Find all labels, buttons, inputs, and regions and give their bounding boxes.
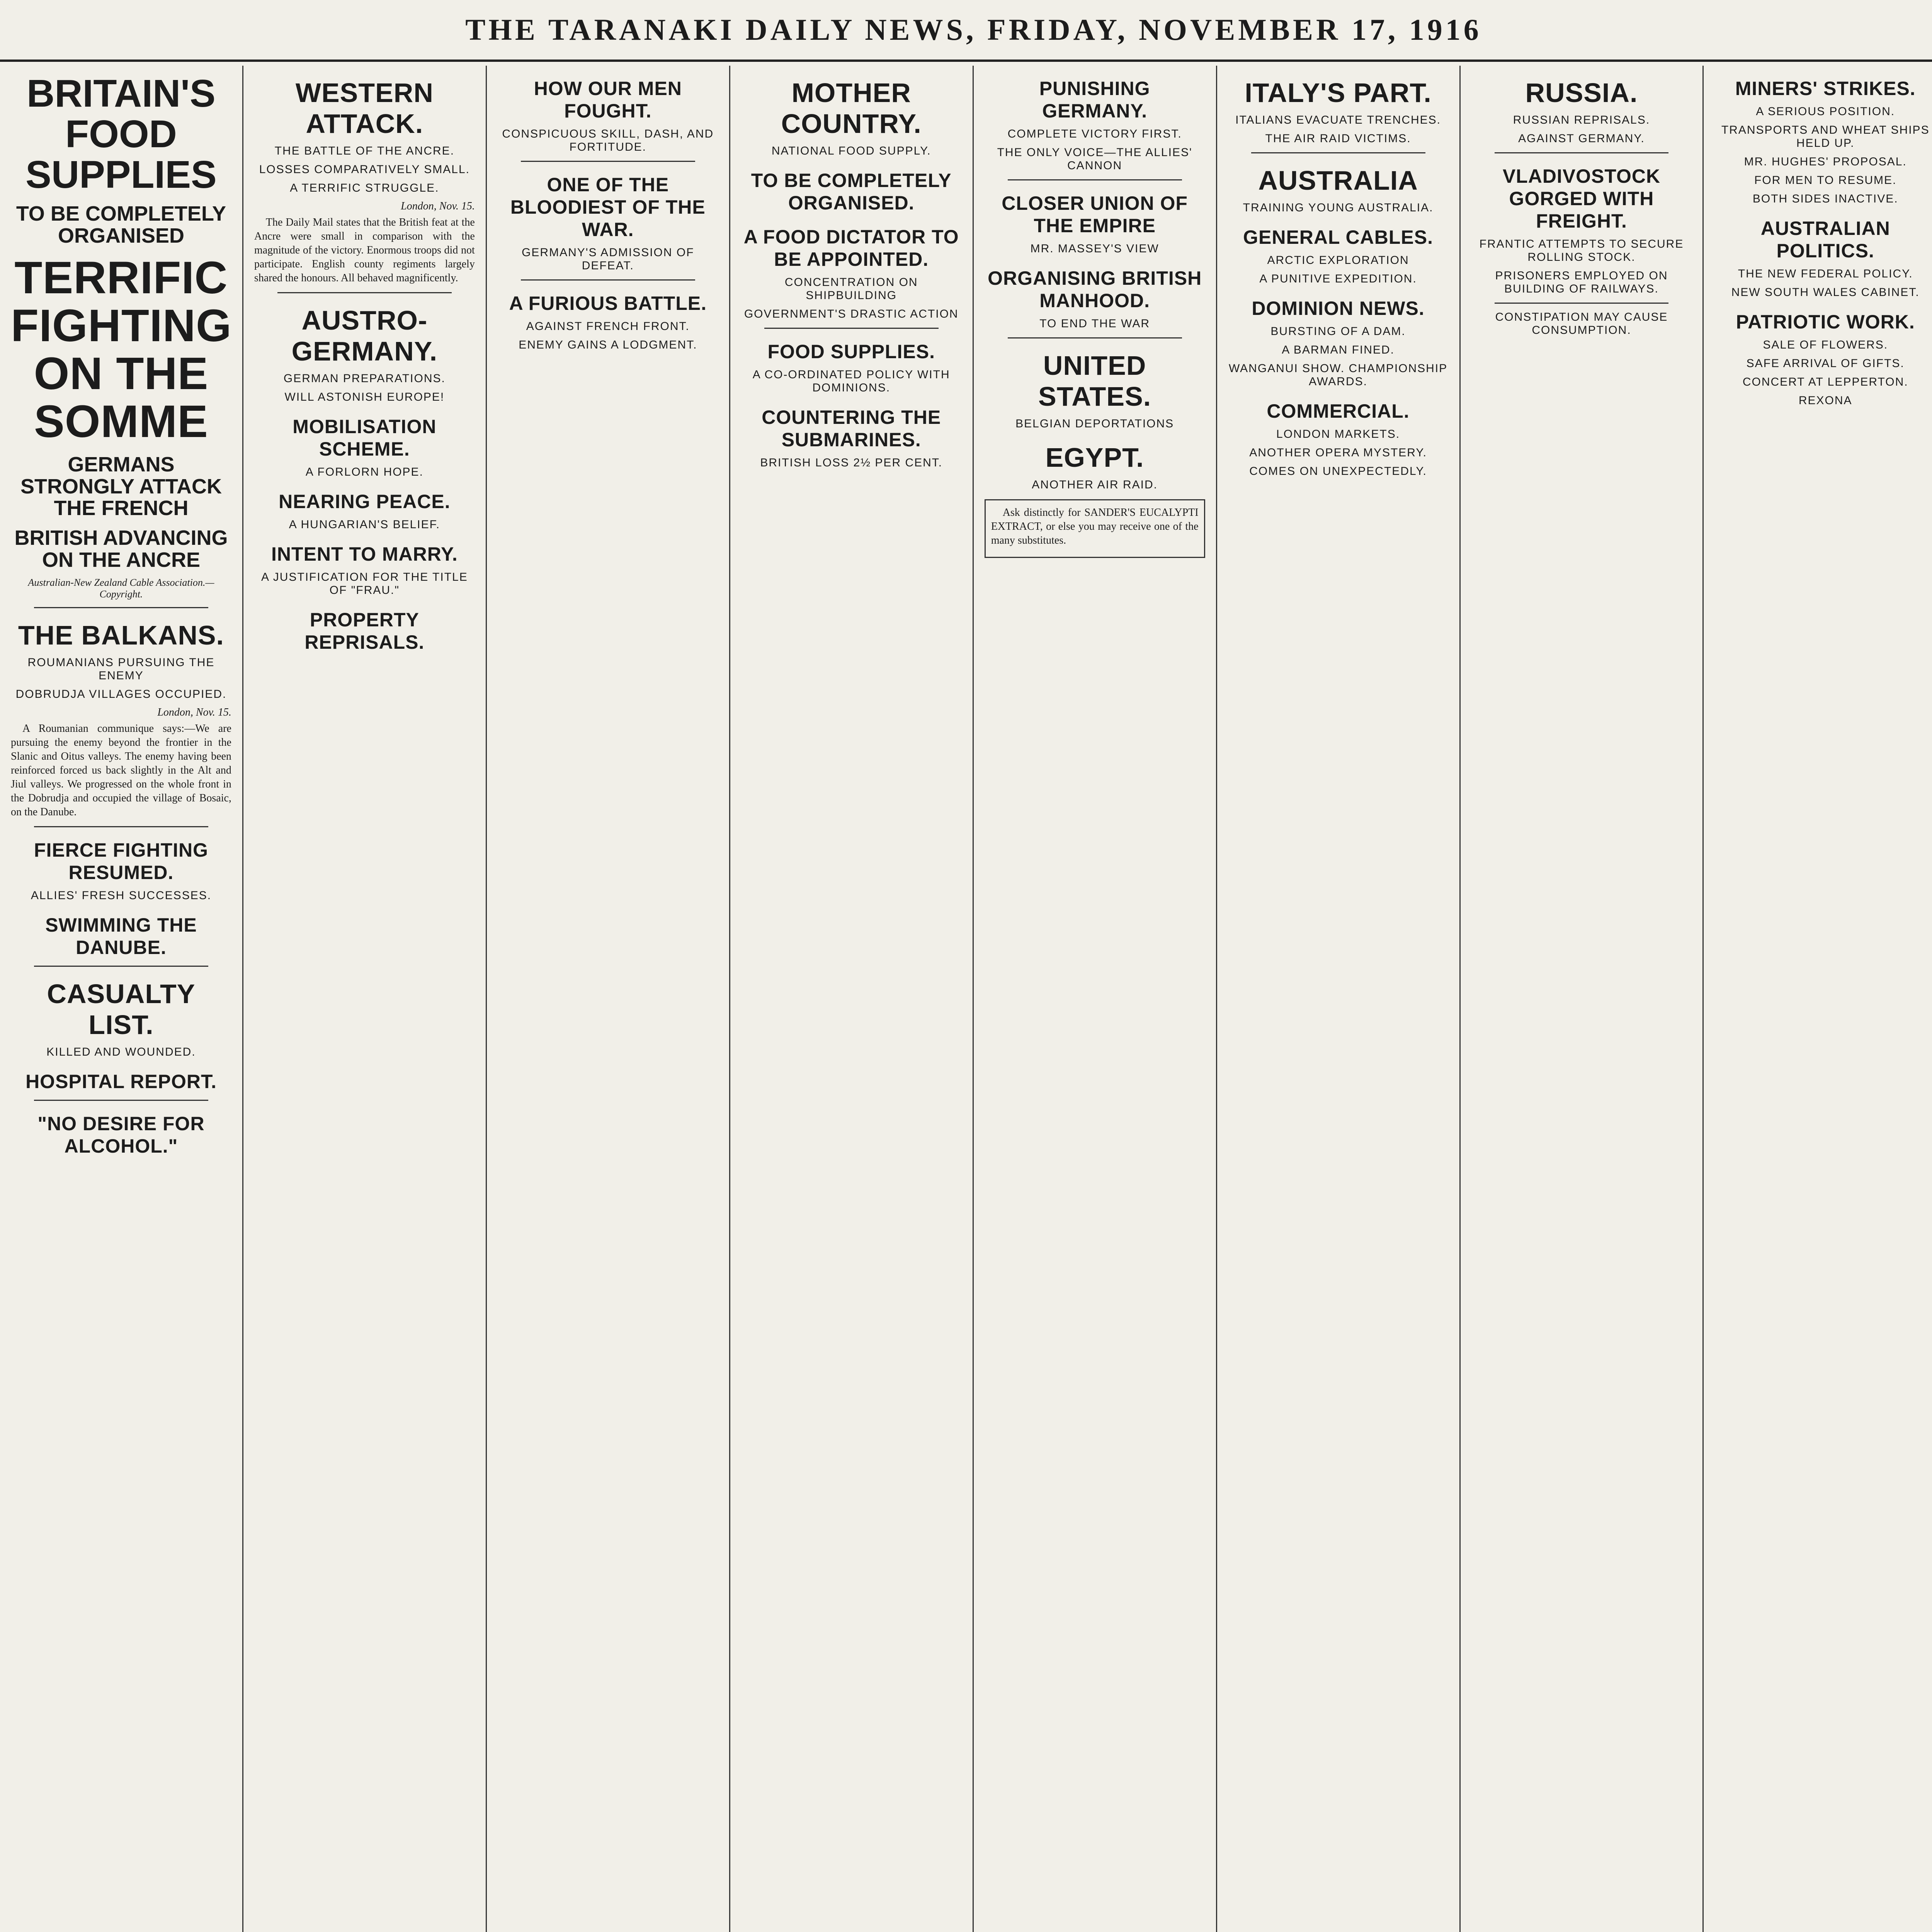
column-5 <box>974 66 1217 1932</box>
balkans-heading: THE BALKANS. <box>18 620 224 651</box>
men-fought-heading: HOW OUR MEN FOUGHT. <box>534 78 682 122</box>
dominion-subheading: BURSTING OF A DAM. <box>1270 325 1406 338</box>
miners-subheading-2: TRANSPORTS AND WHEAT SHIPS HELD UP. <box>1721 124 1930 150</box>
column-7 <box>1461 66 1704 1932</box>
flowers-subheading: SALE OF FLOWERS. <box>1763 338 1888 351</box>
mother-country-heading: MOTHER COUNTRY. <box>781 78 922 139</box>
divider <box>1251 152 1425 153</box>
alcohol-heading: "NO DESIRE FOR ALCOHOL." <box>37 1113 205 1157</box>
balkans-subheading: ROUMANIANS PURSUING THE ENEMY <box>27 656 215 682</box>
closer-union-heading: CLOSER UNION OF THE EMPIRE <box>1002 192 1188 236</box>
sanders-ad-text: Ask distinctly for SANDER'S EUCALYPTI EXTRACT, or else you may receive one of the many substitutes. <box>991 507 1199 546</box>
cables-heading: GENERAL CABLES. <box>1243 226 1434 248</box>
dateline: London, Nov. 15. <box>401 200 475 212</box>
wanganui-subheading: WANGANUI SHOW. CHAMPIONSHIP AWARDS. <box>1228 362 1448 388</box>
mother-subheading-2: TO BE COMPLETELY ORGANISED. <box>751 170 952 214</box>
mobilisation-subheading: A FORLORN HOPE. <box>305 466 423 478</box>
united-states-heading: UNITED STATES. <box>1038 350 1151 412</box>
headline-food-supplies: BRITAIN'S FOOD SUPPLIES <box>26 72 217 196</box>
united-states-subheading: BELGIAN DEPORTATIONS <box>1015 417 1174 430</box>
allies-subheading: ALLIES' FRESH SUCCESSES. <box>31 889 212 902</box>
miners-heading: MINERS' STRIKES. <box>1735 78 1916 99</box>
cable-credit: Australian-New Zealand Cable Association.—Copyright. <box>28 577 214 600</box>
mother-subheading-5: GOVERNMENT'S DRASTIC ACTION <box>744 308 959 320</box>
commercial-subheading: LONDON MARKETS. <box>1276 428 1400 440</box>
vladivostock-subheading-2: PRISONERS EMPLOYED ON BUILDING OF RAILWAYS. <box>1495 269 1668 295</box>
peace-subheading: A HUNGARIAN'S BELIEF. <box>289 518 440 531</box>
bloodiest-subheading: GERMANY'S ADMISSION OF DEFEAT. <box>522 246 694 272</box>
italy-heading: ITALY'S PART. <box>1245 78 1432 108</box>
resume-subheading: FOR MEN TO RESUME. <box>1754 174 1897 187</box>
marry-subheading: A JUSTIFICATION FOR THE TITLE OF "FRAU." <box>261 571 468 597</box>
peace-heading: NEARING PEACE. <box>279 491 451 512</box>
balkans-article: A Roumanian communique says:—We are pursuing the enemy beyond the frontier in the Slanic and Oitus valleys. The enemy having been reinforced forced us back slightly in the Alt and Jiul valleys. We progressed on the whole front in the Dobrudja and occupied the village of Bosaic, on the Danube. <box>11 723 231 818</box>
russia-subheading-2: AGAINST GERMANY. <box>1518 132 1645 145</box>
punishing-subheading: COMPLETE VICTORY FIRST. <box>1007 128 1182 140</box>
subhead-germans-attack: GERMANS STRONGLY ATTACK THE FRENCH <box>20 452 222 520</box>
divider <box>521 279 695 281</box>
austro-heading: AUSTRO-GERMANY. <box>291 305 438 366</box>
submarines-heading: COUNTERING THE SUBMARINES. <box>762 406 941 451</box>
cables-subheading: ARCTIC EXPLORATION <box>1267 254 1409 267</box>
headline-somme: TERRIFIC FIGHTING ON THE SOMME <box>11 252 232 447</box>
dominion-heading: DOMINION NEWS. <box>1252 298 1425 319</box>
australia-subheading: TRAINING YOUNG AUSTRALIA. <box>1243 201 1434 214</box>
closer-union-subheading: MR. MASSEY'S VIEW <box>1030 242 1159 255</box>
dateline: London, Nov. 15. <box>157 706 231 719</box>
manhood-subheading: TO END THE WAR <box>1039 317 1150 330</box>
divider <box>521 161 695 162</box>
casualty-subheading: KILLED AND WOUNDED. <box>46 1046 196 1059</box>
furious-heading: A FURIOUS BATTLE. <box>509 293 707 314</box>
column-4 <box>730 66 974 1932</box>
vladivostock-subheading: FRANTIC ATTEMPTS TO SECURE ROLLING STOCK. <box>1479 238 1684 264</box>
commercial-heading: COMMERCIAL. <box>1267 400 1410 422</box>
divider <box>34 607 208 608</box>
hospital-heading: HOSPITAL REPORT. <box>26 1071 217 1093</box>
italy-subheading: ITALIANS EVACUATE TRENCHES. <box>1235 114 1441 126</box>
russia-subheading: RUSSIAN REPRISALS. <box>1513 114 1650 126</box>
masthead <box>0 0 1932 62</box>
egypt-subheading: ANOTHER AIR RAID. <box>1032 478 1158 491</box>
western-subheading: THE BATTLE OF THE ANCRE. <box>274 145 455 157</box>
patriotic-heading: PATRIOTIC WORK. <box>1736 311 1915 333</box>
australia-heading: AUSTRALIA <box>1258 165 1418 196</box>
concert-subheading: CONCERT AT LEPPERTON. <box>1742 376 1908 388</box>
western-subheading-2: LOSSES COMPARATIVELY SMALL. <box>259 163 470 176</box>
balkans-subheading-2: DOBRUDJA VILLAGES OCCUPIED. <box>15 688 227 701</box>
western-subheading-3: A TERRIFIC STRUGGLE. <box>290 182 439 194</box>
column-8 <box>1704 66 1932 1932</box>
miners-subheading: A SERIOUS POSITION. <box>1756 105 1895 118</box>
constipation-subheading: CONSTIPATION MAY CAUSE CONSUMPTION. <box>1495 311 1668 337</box>
furious-subheading: AGAINST FRENCH FRONT. <box>526 320 690 333</box>
masthead-title: THE TARANAKI DAILY NEWS, FRIDAY, NOVEMBER 17, 1916 <box>465 13 1482 46</box>
opera-subheading: ANOTHER OPERA MYSTERY. <box>1249 446 1427 459</box>
inactive-subheading: BOTH SIDES INACTIVE. <box>1752 192 1898 205</box>
divider <box>764 328 939 329</box>
column-6 <box>1217 66 1461 1932</box>
marry-heading: INTENT TO MARRY. <box>271 543 458 565</box>
air-raid-subheading: THE AIR RAID VICTIMS. <box>1265 132 1411 145</box>
gifts-subheading: SAFE ARRIVAL OF GIFTS. <box>1746 357 1905 370</box>
mobilisation-heading: MOBILISATION SCHEME. <box>293 416 437 460</box>
divider <box>34 966 208 967</box>
mother-subheading-4: CONCENTRATION ON SHIPBUILDING <box>784 276 918 302</box>
russia-heading: RUSSIA. <box>1525 78 1638 108</box>
punishing-subheading-2: THE ONLY VOICE—THE ALLIES' CANNON <box>997 146 1192 172</box>
divider <box>277 292 452 293</box>
federal-subheading: THE NEW FEDERAL POLICY. <box>1738 267 1913 280</box>
food-supplies-heading: FOOD SUPPLIES. <box>767 341 935 362</box>
men-fought-subheading: CONSPICUOUS SKILL, DASH, AND FORTITUDE. <box>502 128 714 153</box>
manhood-heading: ORGANISING BRITISH MANHOOD. <box>988 267 1202 311</box>
punitive-subheading: A PUNITIVE EXPEDITION. <box>1259 272 1417 285</box>
mother-subheading-3: A FOOD DICTATOR TO BE APPOINTED. <box>743 226 959 270</box>
hughes-subheading: MR. HUGHES' PROPOSAL. <box>1744 155 1907 168</box>
divider <box>1008 337 1182 338</box>
column-3 <box>487 66 730 1932</box>
divider <box>34 1100 208 1101</box>
divider <box>1495 152 1669 153</box>
aus-politics-heading: AUSTRALIAN POLITICS. <box>1760 218 1890 262</box>
subhead-ancre: BRITISH ADVANCING ON THE ANCRE <box>14 526 228 571</box>
furious-subheading-2: ENEMY GAINS A LODGMENT. <box>519 338 697 351</box>
divider <box>1008 179 1182 180</box>
barman-subheading: A BARMAN FINED. <box>1282 344 1395 356</box>
submarines-subheading: BRITISH LOSS 2½ PER CENT. <box>760 456 943 469</box>
rexona-subheading: REXONA <box>1798 394 1852 407</box>
unexpected-subheading: COMES ON UNEXPECTEDLY. <box>1249 465 1427 478</box>
divider <box>1495 303 1669 304</box>
page-columns <box>0 66 1932 1932</box>
food-supplies-subheading: A CO-ORDINATED POLICY WITH DOMINIONS. <box>752 368 950 394</box>
western-heading: WESTERN ATTACK. <box>295 78 434 139</box>
fierce-heading: FIERCE FIGHTING RESUMED. <box>34 839 209 884</box>
egypt-heading: EGYPT. <box>1045 442 1144 473</box>
nsw-subheading: NEW SOUTH WALES CABINET. <box>1731 286 1920 299</box>
column-2 <box>243 66 487 1932</box>
subhead-organised: TO BE COMPLETELY ORGANISED <box>16 202 226 247</box>
vladivostock-heading: VLADIVOSTOCK GORGED WITH FREIGHT. <box>1502 165 1661 232</box>
punishing-heading: PUNISHING GERMANY. <box>1039 78 1150 122</box>
danube-heading: SWIMMING THE DANUBE. <box>45 914 197 959</box>
column-1 <box>0 66 243 1932</box>
reprisals-heading: PROPERTY REPRISALS. <box>304 609 425 653</box>
western-article: The Daily Mail states that the British feat at the Ancre were small in comparison with the magnitude of the victory. Enormous troops did not participate. English county regiments largely shared the honours. All behaved magnificently. <box>254 216 475 284</box>
casualty-heading: CASUALTY LIST. <box>47 979 196 1040</box>
sanders-advertisement <box>985 499 1205 558</box>
austro-subheading-2: WILL ASTONISH EUROPE! <box>284 391 445 403</box>
bloodiest-heading: ONE OF THE BLOODIEST OF THE WAR. <box>510 174 706 240</box>
divider <box>34 826 208 827</box>
mother-subheading: NATIONAL FOOD SUPPLY. <box>771 145 931 157</box>
austro-subheading: GERMAN PREPARATIONS. <box>283 372 446 385</box>
